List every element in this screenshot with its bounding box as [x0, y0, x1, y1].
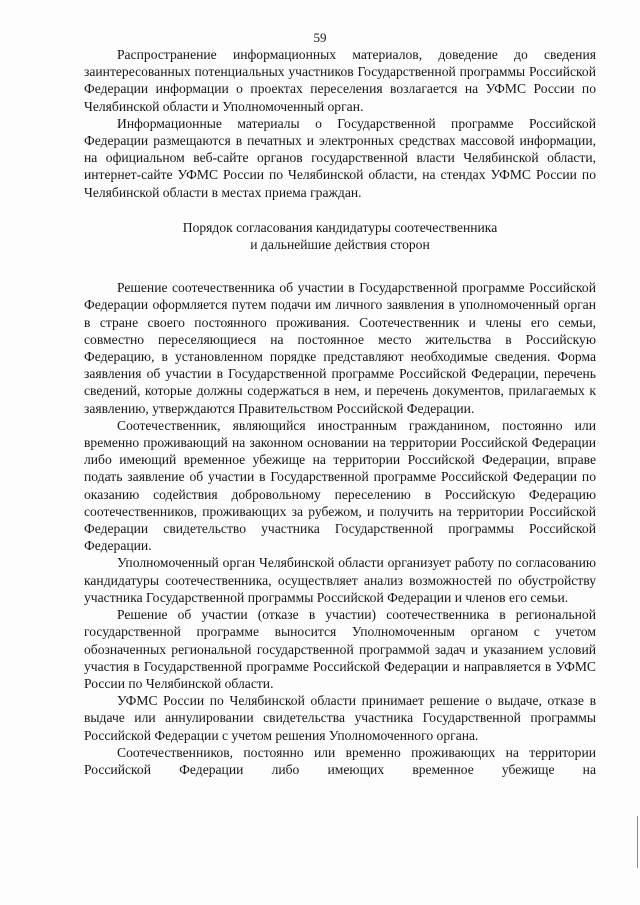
section-heading-line-1: Порядок согласования кандидатуры соотечественника [182, 219, 498, 235]
paragraph-continued: Соотечественников, постоянно или временно проживающих на территории Российской Федерации либо имеющих временное убежище на [84, 744, 596, 777]
paragraph: Решение соотечественника об участии в Государственной программе Российской Федерации оформляется путем подачи им личного заявления в уполномоченный орган в стране своего постоянного проживания. Соотечественник и члены его семьи, совместно переселяющиеся на постоянное место жительства в Российскую Федерацию, в установленном порядке представляют необходимые сведения. Форма заявления об участии в Государственной программе Российской Федерации, перечень сведений, которые должны содержаться в нем, и перечень документов, прилагаемых к заявлению, утверждаются Правительством Российской Федерации. [84, 280, 596, 416]
paragraph: Информационные материалы о Государственной программе Российской Федерации размещаются в печатных и электронных средствах массовой информации, на официальном веб-сайте органов государственной власти Челябинской области, интернет-сайте УФМС России по Челябинской области, на стендах УФМС России по Челябинской области в местах приема граждан. [84, 115, 596, 200]
paragraph: Распространение информационных материалов, доведение до сведения заинтересованных потенциальных участников Государственной программы Российской Федерации информации о проектах переселения возлагается на УФМС России по Челябинской области и Уполномоченный орган. [84, 47, 596, 114]
paragraph: Решение об участии (отказе в участии) соотечественника в региональной государственной программе выносится Уполномоченным органом с учетом обозначенных региональной государственной программой задач и указанием условий участия в Государственной программе Российской Федерации и направляется в УФМС России по Челябинской области. [84, 607, 596, 691]
scan-edge-mark [637, 816, 638, 868]
page-number: 59 [313, 30, 327, 45]
section-heading-line-2: и дальнейшие действия сторон [250, 237, 430, 253]
paragraph: Уполномоченный орган Челябинской области организует работу по согласованию кандидатуры соотечественника, осуществляет анализ возможностей по обустройству участника Государственной программы Российской Федерации и членов его семьи. [84, 555, 596, 605]
document-body [84, 46, 596, 778]
paragraph: Соотечественник, являющийся иностранным гражданином, постоянно или временно проживающий на законном основании на территории Российской Федерации либо имеющий временное убежище на территории Российской Федерации, вправе подать заявление об участии в Государственной программе Российской Федерации по оказанию содействия добровольному переселению в Российскую Федерацию соотечественников, проживающих за рубежом, и получить на территории Российской Федерации свидетельство участника Государственной программы Российской Федерации. [84, 417, 596, 554]
paragraph: УФМС России по Челябинской области принимает решение о выдаче, отказе в выдаче или аннулировании свидетельства участника Государственной программы Российской Федерации с учетом решения Уполномоченного органа. [84, 693, 596, 743]
section-heading [84, 219, 596, 253]
